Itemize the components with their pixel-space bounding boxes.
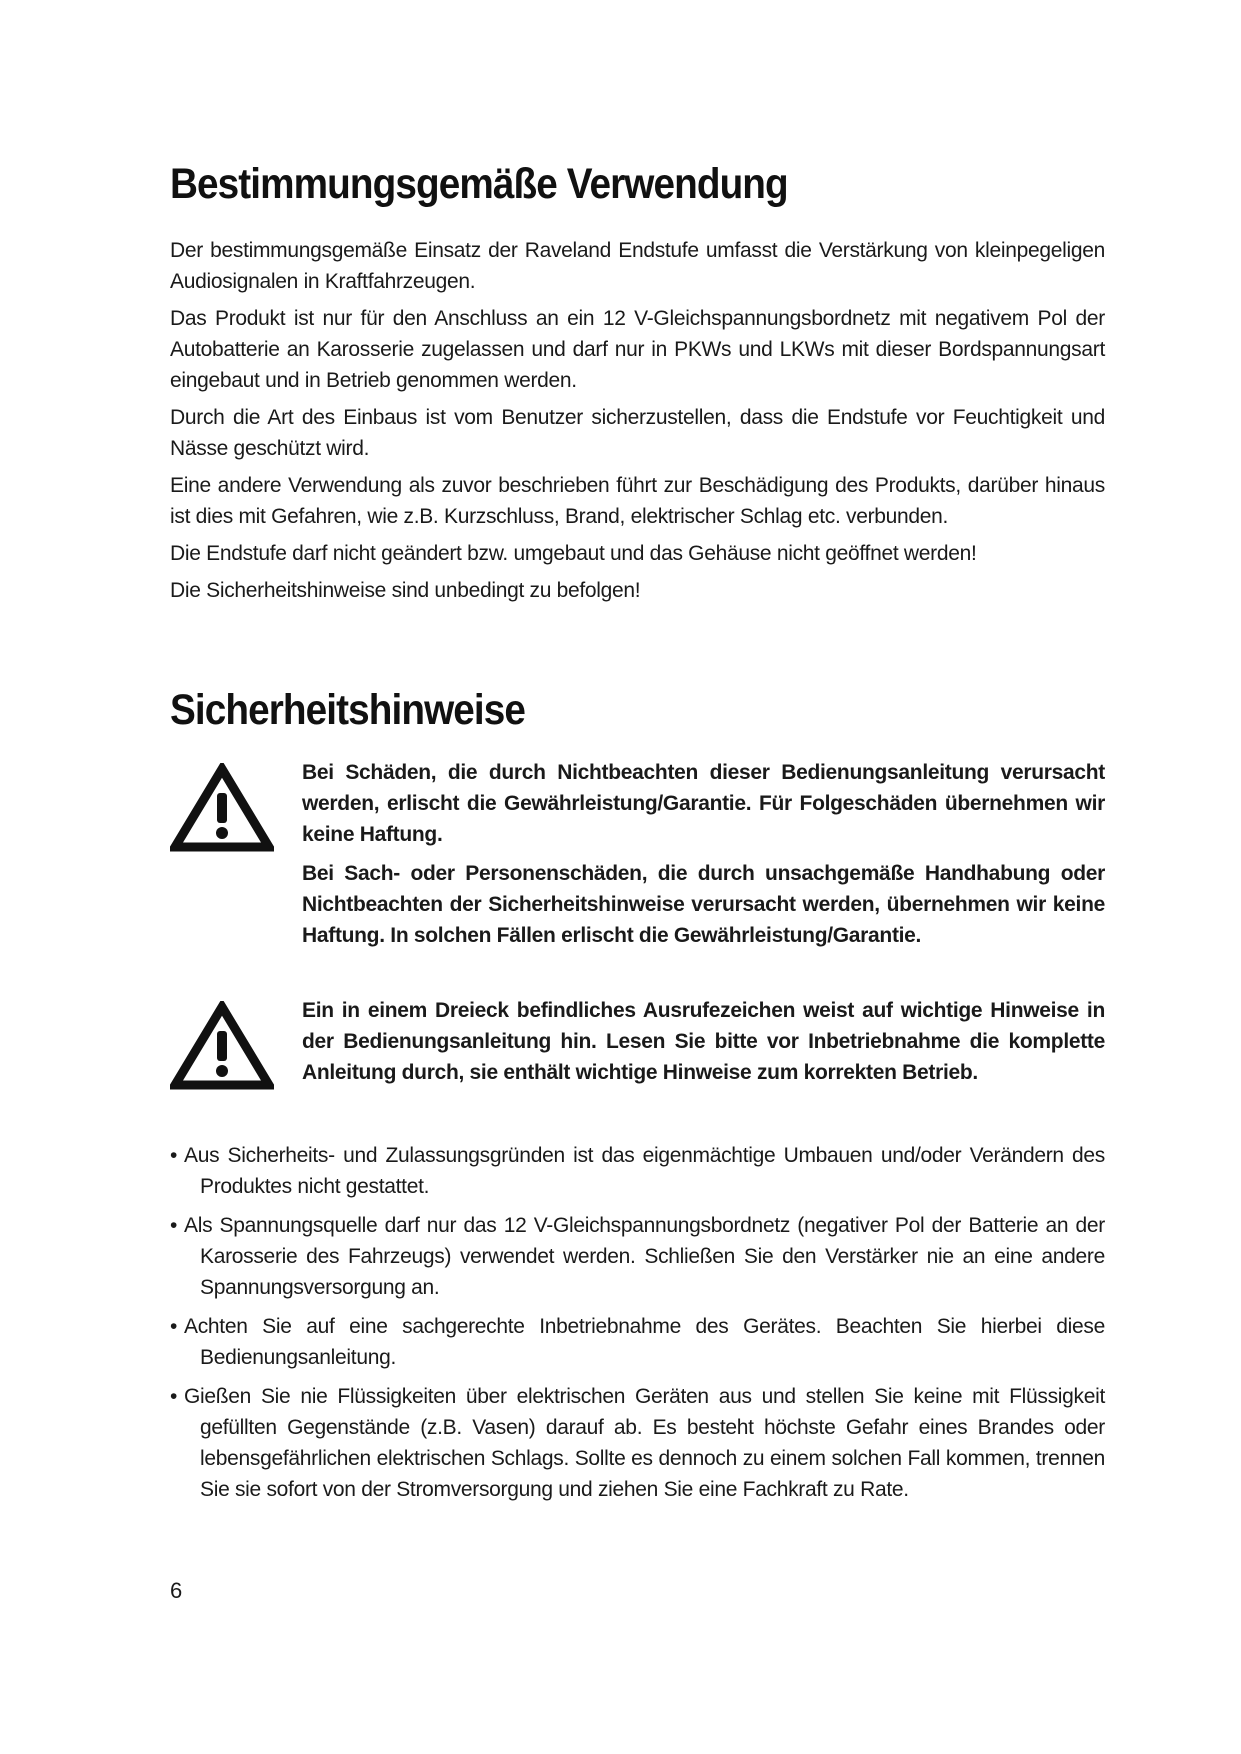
list-item: • Achten Sie auf eine sachgerechte Inbetriebnahme des Gerätes. Beachten Sie hierbei diese Bedienungsanleitung.	[170, 1315, 1105, 1369]
paragraph: Die Endstufe darf nicht geändert bzw. umgebaut und das Gehäuse nicht geöffnet werden!	[170, 542, 977, 565]
list-item: • Aus Sicherheits- und Zulassungsgründen ist das eigenmächtige Umbauen und/oder Verändern des Produktes nicht gestattet.	[170, 1144, 1105, 1198]
list-item-text: Aus Sicherheits- und Zulassungsgründen ist das eigenmächtige Umbauen und/oder Verändern des Produktes nicht gestattet.	[184, 1144, 1105, 1198]
warning-paragraph: Bei Schäden, die durch Nichtbeachten dieser Bedienungsanleitung verursacht werden, erlischt die Gewährleistung/Garantie. Für Folgeschäden übernehmen wir keine Haftung.	[302, 761, 1105, 846]
page-content	[170, 160, 1105, 1513]
warning-paragraph: Bei Sach- oder Personenschäden, die durch unsachgemäße Handhabung oder Nichtbeachten der Sicherheitshinweise verursacht werden, übernehmen wir keine Haftung. In solchen Fällen erlischt die Gewährleistung/Garantie.	[302, 862, 1105, 947]
warning-triangle-icon	[170, 757, 302, 858]
list-item-text: Achten Sie auf eine sachgerechte Inbetriebnahme des Gerätes. Beachten Sie hierbei diese Bedienungsanleitung.	[184, 1315, 1105, 1369]
list-item-text: Gießen Sie nie Flüssigkeiten über elektrischen Geräten aus und stellen Sie keine mit Flüssigkeit gefüllten Gegenstände (z.B. Vasen) darauf ab. Es besteht höchste Gefahr eines Brandes oder lebensgefährlichen elektrischen Schlags. Sollte es dennoch zu einem solchen Fall kommen, trennen Sie sie sofort von der Stromversorgung und ziehen Sie eine Fachkraft zu Rate.	[184, 1385, 1105, 1501]
paragraph: Die Sicherheitshinweise sind unbedingt zu befolgen!	[170, 579, 641, 602]
page-number: 6	[170, 1578, 183, 1603]
paragraph: Der bestimmungsgemäße Einsatz der Raveland Endstufe umfasst die Verstärkung von kleinpegeligen Audiosignalen in Kraftfahrzeugen.	[170, 239, 1105, 293]
list-item-text: Als Spannungsquelle darf nur das 12 V-Gleichspannungsbordnetz (negativer Pol der Batterie an der Karosserie des Fahrzeugs) verwendet werden. Schließen Sie den Verstärker nie an eine andere Spannungsversorgung an.	[184, 1214, 1105, 1299]
section-title-intended-use: Bestimmungsgemäße Verwendung	[170, 160, 788, 208]
warning-block	[170, 995, 1105, 1096]
section-title-safety-notes: Sicherheitshinweise	[170, 686, 525, 734]
list-item: • Gießen Sie nie Flüssigkeiten über elektrischen Geräten aus und stellen Sie keine mit Flüssigkeit gefüllten Gegenstände (z.B. Vasen) darauf ab. Es besteht höchste Gefahr eines Brandes oder lebensgefährlichen elektrischen Schlags. Sollte es dennoch zu einem solchen Fall kommen, trennen Sie sie sofort von der Stromversorgung und ziehen Sie eine Fachkraft zu Rate.	[170, 1385, 1105, 1501]
section-intended-use	[170, 160, 1105, 606]
warning-triangle-icon	[170, 995, 302, 1096]
paragraph: Eine andere Verwendung als zuvor beschrieben führt zur Beschädigung des Produkts, darüber hinaus ist dies mit Gefahren, wie z.B. Kurzschluss, Brand, elektrischer Schlag etc. verbunden.	[170, 474, 1105, 528]
warning-text	[302, 757, 1105, 959]
paragraph: Durch die Art des Einbaus ist vom Benutzer sicherzustellen, dass die Endstufe vor Feuchtigkeit und Nässe geschützt wird.	[170, 406, 1105, 460]
warning-block	[170, 757, 1105, 959]
list-item: • Als Spannungsquelle darf nur das 12 V-Gleichspannungsbordnetz (negativer Pol der Batterie an der Karosserie des Fahrzeugs) verwendet werden. Schließen Sie den Verstärker nie an eine andere Spannungsversorgung an.	[170, 1214, 1105, 1299]
safety-bullet-list	[170, 1140, 1105, 1505]
warning-paragraph: Ein in einem Dreieck befindliches Ausrufezeichen weist auf wichtige Hinweise in der Bedienungsanleitung hin. Lesen Sie bitte vor Inbetriebnahme die komplette Anleitung durch, sie enthält wichtige Hinweise zum korrekten Betrieb.	[302, 999, 1105, 1084]
paragraph: Das Produkt ist nur für den Anschluss an ein 12 V-Gleichspannungsbordnetz mit negativem Pol der Autobatterie an Karosserie zugelassen und darf nur in PKWs und LKWs mit dieser Bordspannungsart eingebaut und in Betrieb genommen werden.	[170, 307, 1105, 392]
section-safety-notes	[170, 686, 1105, 1505]
warning-text	[302, 995, 1105, 1096]
